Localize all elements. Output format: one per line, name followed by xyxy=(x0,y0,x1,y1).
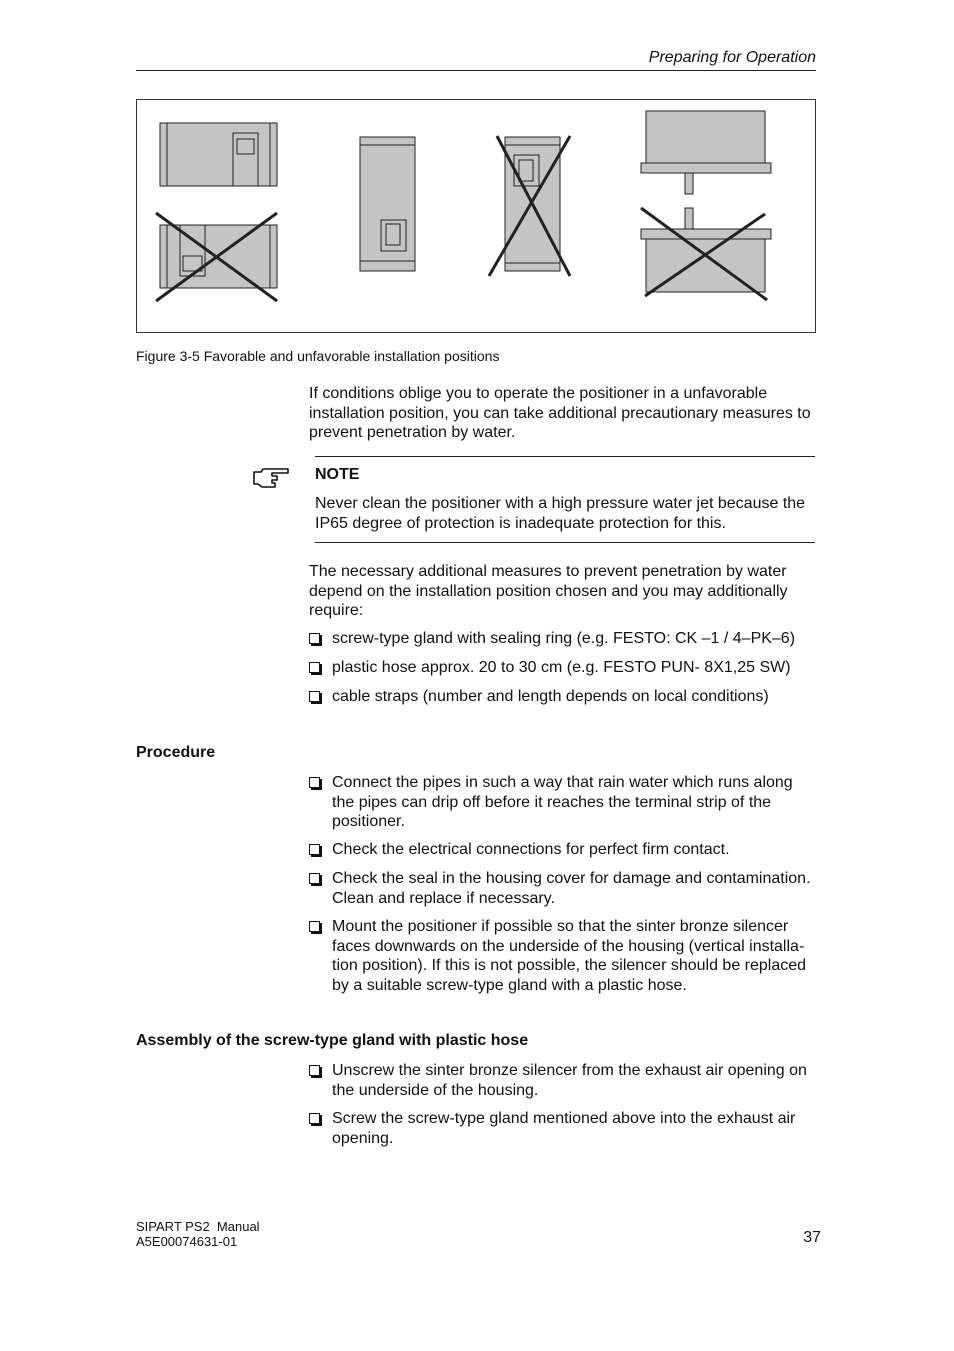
list-item: Connect the pipes in such a way that rain water which runs along the pipes can drip off before it reaches the terminal strip of the positioner. xyxy=(309,773,819,832)
procedure-heading: Procedure xyxy=(136,744,216,761)
measures-intro: The necessary additional measures to prevent penetration by water depend on the installation position chosen and you may additionally require: xyxy=(309,563,788,619)
intro-paragraph: If conditions oblige you to operate the positioner in a unfavorable installation position, you can take additional precautionary measures to prevent penetration by water. xyxy=(309,385,811,441)
running-header: Preparing for Operation xyxy=(648,49,816,66)
footer-doc-number: A5E00074631-01 xyxy=(136,1234,238,1249)
list-item: Mount the positioner if possible so that the sinter bronze silencer faces downwards on the underside of the housing (vertical installa-tion position). If this is not possible, the silencer should be replaced by a suitable screw-type gland with a plastic hose. xyxy=(309,917,819,995)
list-item: Unscrew the sinter bronze silencer from the exhaust air opening on the underside of the housing. xyxy=(309,1061,819,1100)
pointing-hand-icon xyxy=(252,464,290,490)
list-item: cable straps (number and length depends on local conditions) xyxy=(309,687,819,707)
checkbox-bullet-icon xyxy=(309,873,320,884)
checkbox-bullet-icon xyxy=(309,777,320,788)
checkbox-bullet-icon xyxy=(309,1113,320,1124)
header-rule xyxy=(136,70,816,71)
note-bottom-rule xyxy=(315,542,815,543)
page-number: 37 xyxy=(803,1229,821,1246)
checkbox-bullet-icon xyxy=(309,921,320,932)
note-text: Never clean the positioner with a high pressure water jet because the IP65 degree of protection is inadequate protection for this. xyxy=(315,495,806,532)
list-item: Check the seal in the housing cover for damage and contamination. Clean and replace if necessary. xyxy=(309,869,819,908)
list-item: plastic hose approx. 20 to 30 cm (e.g. FESTO PUN- 8X1,25 SW) xyxy=(309,658,819,678)
checkbox-bullet-icon xyxy=(309,662,320,673)
figure-caption: Figure 3-5 Favorable and unfavorable installation positions xyxy=(136,348,500,364)
footer-manual-title: SIPART PS2 Manual xyxy=(136,1219,260,1234)
position-horizontal-unfavorable xyxy=(156,213,277,301)
installation-positions-figure xyxy=(136,99,816,333)
note-top-rule xyxy=(315,456,815,457)
footer xyxy=(136,1219,260,1249)
checkbox-bullet-icon xyxy=(309,691,320,702)
assembly-heading: Assembly of the screw-type gland with plastic hose xyxy=(136,1032,529,1049)
position-vertical-unfavorable xyxy=(489,136,570,276)
installation-positions-drawing xyxy=(137,100,815,332)
list-item: Check the electrical connections for perfect firm contact. xyxy=(309,840,819,860)
list-item: Screw the screw-type gland mentioned above into the exhaust air opening. xyxy=(309,1109,819,1148)
list-item: screw-type gland with sealing ring (e.g. FESTO: CK –1 / 4–PK–6) xyxy=(309,629,819,649)
position-bottom-unfavorable xyxy=(641,208,771,300)
position-vertical-favorable xyxy=(360,137,415,271)
checkbox-bullet-icon xyxy=(309,633,320,644)
checkbox-bullet-icon xyxy=(309,1065,320,1076)
checkbox-bullet-icon xyxy=(309,844,320,855)
position-top-favorable xyxy=(641,111,771,194)
position-horizontal-favorable xyxy=(160,123,277,186)
note-heading: NOTE xyxy=(315,466,360,483)
